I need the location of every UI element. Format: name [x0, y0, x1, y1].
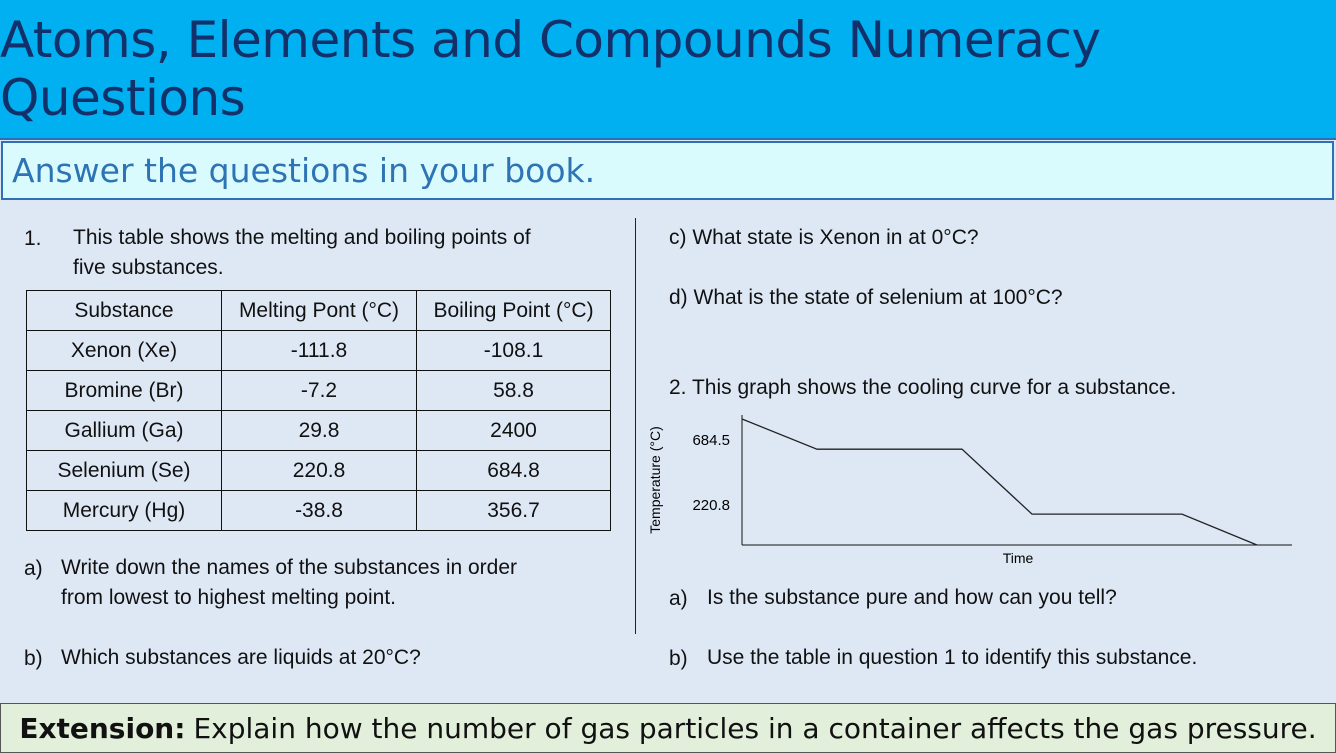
y-tick-label: 684.5: [692, 432, 730, 450]
table-cell: 684.8: [417, 451, 611, 491]
table-header: Substance: [27, 291, 222, 331]
table-row: [27, 491, 611, 531]
question-1a-label: a): [24, 557, 43, 580]
question-2a-text: Is the substance pure and how can you tell?: [707, 586, 1117, 609]
table-row: [27, 331, 611, 371]
table-header: Melting Pont (°C): [222, 291, 417, 331]
instruction-banner: Answer the questions in your book.: [1, 141, 1334, 200]
question-1b-text: Which substances are liquids at 20°C?: [61, 646, 421, 669]
table-row: [27, 371, 611, 411]
table-cell: -7.2: [222, 371, 417, 411]
cooling-curve-chart: [640, 405, 1300, 575]
question-1-number: 1.: [24, 227, 42, 250]
question-1a-line1: Write down the names of the substances in order: [61, 556, 518, 579]
question-1d-text: d) What is the state of selenium at 100°C?: [669, 286, 1063, 309]
table-cell: Bromine (Br): [27, 371, 222, 411]
title-bar: [0, 0, 1336, 140]
question-1b-label: b): [24, 647, 43, 670]
question-1a-line2: from lowest to highest melting point.: [61, 586, 396, 609]
question-2b-text: Use the table in question 1 to identify this substance.: [707, 646, 1198, 669]
table-cell: -111.8: [222, 331, 417, 371]
question-2-text: 2. This graph shows the cooling curve for a substance.: [669, 376, 1177, 399]
table-cell: Xenon (Xe): [27, 331, 222, 371]
table-cell: 2400: [417, 411, 611, 451]
question-1-text-line1: This table shows the melting and boiling points of: [73, 226, 531, 249]
page-title: Atoms, Elements and Compounds Numeracy Questions: [0, 11, 1101, 127]
table-cell: Gallium (Ga): [27, 411, 222, 451]
table-cell: -38.8: [222, 491, 417, 531]
question-2a-label: a): [669, 587, 688, 610]
melting-boiling-table: [26, 290, 611, 531]
column-divider: [635, 218, 636, 634]
table-cell: 58.8: [417, 371, 611, 411]
y-axis-label: Temperature (°C): [647, 426, 663, 534]
extension-text: Explain how the number of gas particles in a container affects the gas pressure.: [193, 711, 1317, 745]
table-cell: 356.7: [417, 491, 611, 531]
table-cell: 29.8: [222, 411, 417, 451]
extension-label: Extension:: [19, 711, 186, 745]
table-row: [27, 451, 611, 491]
table-cell: -108.1: [417, 331, 611, 371]
table-cell: Selenium (Se): [27, 451, 222, 491]
table-header: Boiling Point (°C): [417, 291, 611, 331]
table-cell: 220.8: [222, 451, 417, 491]
question-1-text-line2: five substances.: [73, 256, 224, 279]
extension-banner: [0, 703, 1336, 753]
x-axis-label: Time: [1002, 550, 1034, 566]
question-1c-text: c) What state is Xenon in at 0°C?: [669, 226, 979, 249]
question-2b-label: b): [669, 647, 688, 670]
table-cell: Mercury (Hg): [27, 491, 222, 531]
table-header-row: [27, 291, 611, 331]
table-row: [27, 411, 611, 451]
cooling-curve-line: [742, 419, 1257, 545]
y-tick-label: 220.8: [692, 497, 730, 515]
